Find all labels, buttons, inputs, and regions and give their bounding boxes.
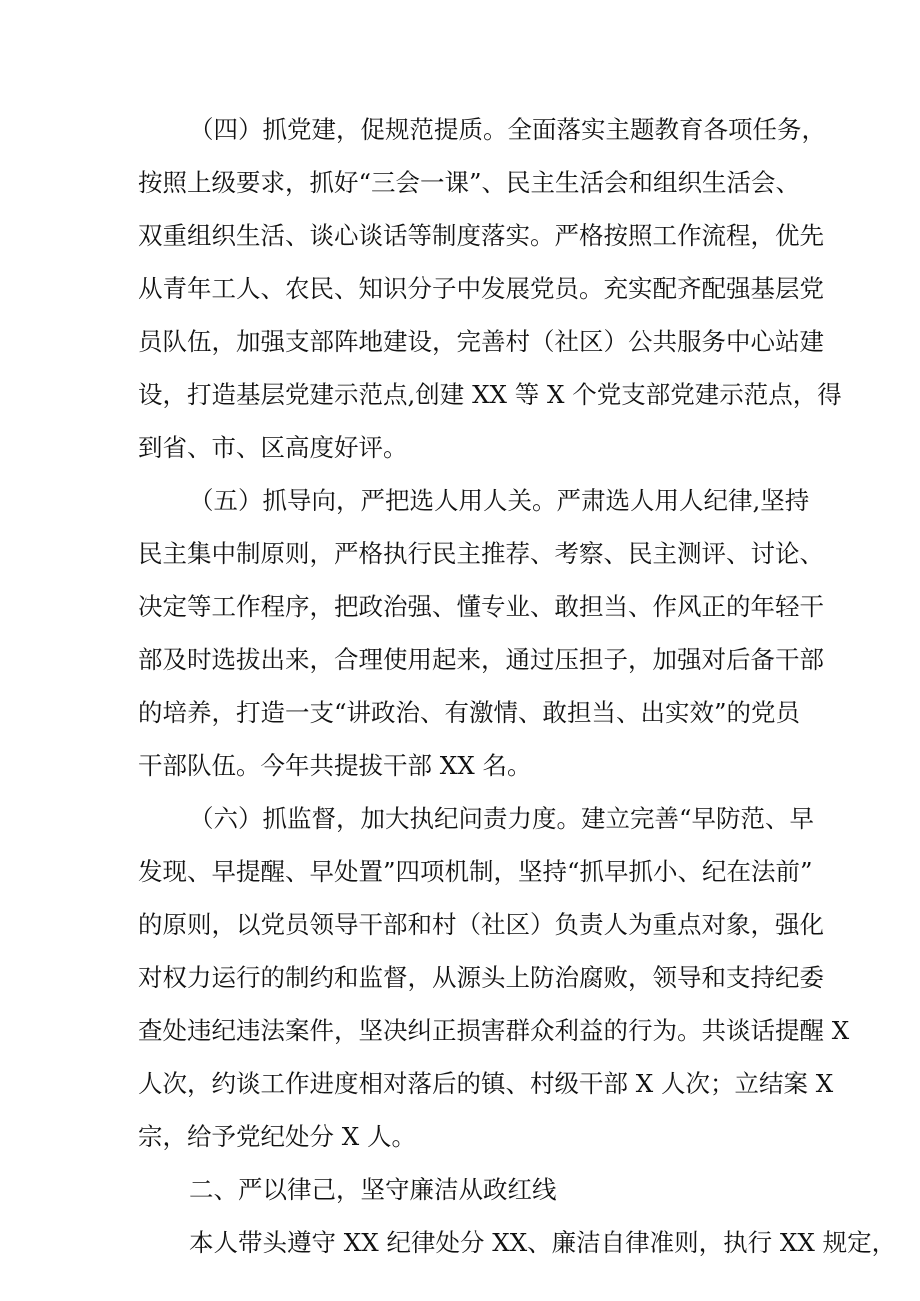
section-heading-2 — [138, 1163, 818, 1216]
text-line: （五）抓导向，严把选人用人关。严肃选人用人纪律,坚持 — [189, 486, 810, 515]
text-line: （四）抓党建，促规范提质。全面落实主题教育各项任务， — [189, 115, 826, 144]
text-line: 民主集中制原则，严格执行民主推荐、考察、民主测评、讨论、 — [138, 539, 824, 568]
text-line: 本人带头遵守 XX 纪律处分 XX、廉洁自律准则，执行 XX 规定， — [189, 1228, 897, 1257]
text-line: 对权力运行的制约和监督，从源头上防治腐败，领导和支持纪委 — [138, 963, 824, 992]
text-line: 宗，给予党纪处分 X 人。 — [138, 1122, 417, 1151]
text-line: 按照上级要求，抓好“三会一课”、民主生活会和组织生活会、 — [138, 168, 801, 197]
text-line: 员队伍，加强支部阵地建设，完善村（社区）公共服务中心站建 — [138, 327, 824, 356]
paragraph-heading-2-body — [138, 1216, 897, 1269]
document-body — [138, 103, 897, 1269]
text-line: 人次，约谈工作进度相对落后的镇、村级干部 X 人次；立结案 X — [138, 1069, 834, 1098]
paragraph-section-5 — [138, 474, 824, 792]
text-line: 查处违纪违法案件，坚决纠正损害群众利益的行为。共谈话提醒 X — [138, 1016, 850, 1045]
text-line: 发现、早提醒、早处置”四项机制，坚持“抓早抓小、纪在法前” — [138, 857, 813, 886]
text-line: 设，打造基层党建示范点,创建 XX 等 X 个党支部党建示范点，得 — [138, 380, 842, 409]
text-line: 从青年工人、农民、知识分子中发展党员。充实配齐配强基层党 — [138, 274, 824, 303]
text-line: 部及时选拔出来，合理使用起来，通过压担子，加强对后备干部 — [138, 645, 824, 674]
paragraph-section-6 — [138, 792, 850, 1163]
text-line: 干部队伍。今年共提拔干部 XX 名。 — [138, 751, 532, 780]
text-line: 双重组织生活、谈心谈话等制度落实。严格按照工作流程，优先 — [138, 221, 824, 250]
text-line: 到省、市、区高度好评。 — [138, 433, 408, 462]
heading-line: 二、严以律己，坚守廉洁从政红线 — [189, 1175, 557, 1204]
text-line: 决定等工作程序，把政治强、懂专业、敢担当、作风正的年轻干 — [138, 592, 824, 621]
text-line: 的培养，打造一支“讲政治、有激情、敢担当、出实效”的党员 — [138, 698, 801, 727]
text-line: 的原则，以党员领导干部和村（社区）负责人为重点对象，强化 — [138, 910, 824, 939]
text-line: （六）抓监督，加大执纪问责力度。建立完善“早防范、早 — [189, 804, 815, 833]
paragraph-section-4 — [138, 103, 842, 474]
